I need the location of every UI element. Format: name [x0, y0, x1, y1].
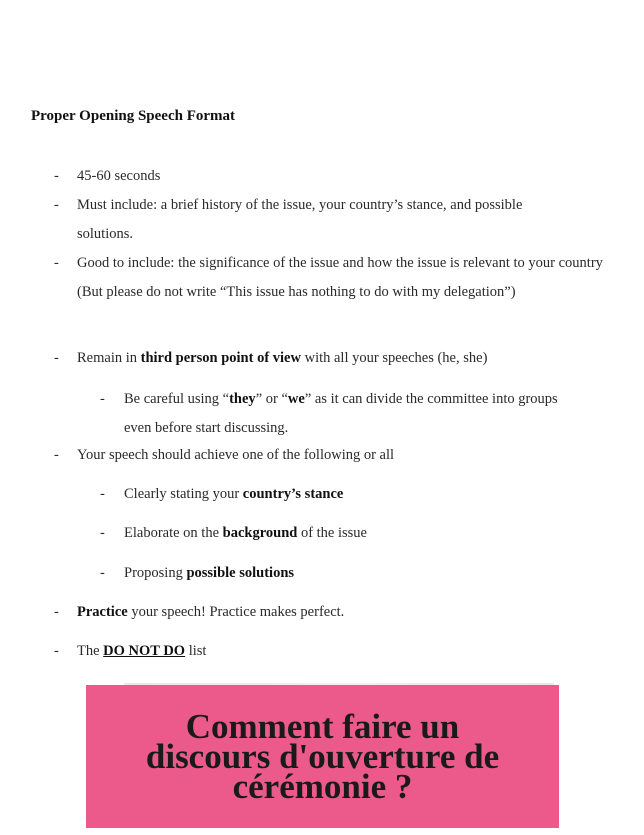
emphasis: they	[229, 391, 256, 407]
bullet-dash: -	[100, 391, 105, 407]
list-item-text: Be careful using “they” or “we” as it can divide the committee into groups even before start discussing.	[124, 391, 558, 436]
banner-title: Comment faire un discours d'ouverture de cérémonie ?	[145, 706, 500, 806]
list-item-text: Your speech should achieve one of the following or all	[77, 447, 395, 463]
emphasis: possible solutions	[186, 565, 295, 581]
emphasis: DO NOT DO	[103, 643, 186, 659]
list-item	[54, 344, 614, 373]
list-item-text: The DO NOT DO list	[77, 643, 207, 659]
emphasis: background	[222, 525, 298, 541]
bullet-dash: -	[100, 525, 105, 541]
list-item-text: Proposing possible solutions	[124, 565, 295, 581]
bullet-dash: -	[100, 486, 105, 502]
bullet-dash: -	[100, 565, 105, 581]
list-item-text: Remain in third person point of view with all your speeches (he, she)	[77, 350, 488, 366]
list-item-text: Practice your speech! Practice makes perfect.	[77, 604, 345, 620]
list-item-text: 45-60 seconds	[77, 168, 161, 184]
bullet-dash: -	[54, 350, 59, 366]
title-banner	[86, 685, 559, 828]
list-item-text: Must include: a brief history of the issue, your country’s stance, and possible solutions.	[77, 197, 523, 242]
list-item	[54, 598, 614, 627]
emphasis: third person point of view	[140, 350, 301, 366]
emphasis: country’s stance	[242, 486, 344, 502]
list-item	[54, 441, 614, 470]
bullet-dash: -	[54, 604, 59, 620]
list-item-text: Elaborate on the background of the issue	[124, 525, 367, 541]
list-item	[54, 637, 614, 666]
bullet-dash: -	[54, 447, 59, 463]
list-item	[100, 385, 580, 443]
list-item	[100, 559, 600, 588]
bullet-dash: -	[54, 197, 59, 213]
bullet-dash: -	[54, 168, 59, 184]
list-item-text: Clearly stating your country’s stance	[124, 486, 344, 502]
bullet-dash: -	[54, 255, 59, 271]
document-title: Proper Opening Speech Format	[31, 108, 236, 124]
list-item	[100, 480, 600, 509]
list-item	[100, 519, 600, 548]
bullet-dash: -	[54, 643, 59, 659]
list-item-text: Good to include: the significance of the issue and how the issue is relevant to your country (But please do not write “This issue has nothing to do with my delegation”)	[77, 255, 603, 300]
list-item	[54, 249, 614, 307]
emphasis: we	[287, 391, 305, 407]
list-item	[54, 191, 524, 249]
list-item	[54, 162, 614, 191]
emphasis: Practice	[77, 604, 128, 620]
